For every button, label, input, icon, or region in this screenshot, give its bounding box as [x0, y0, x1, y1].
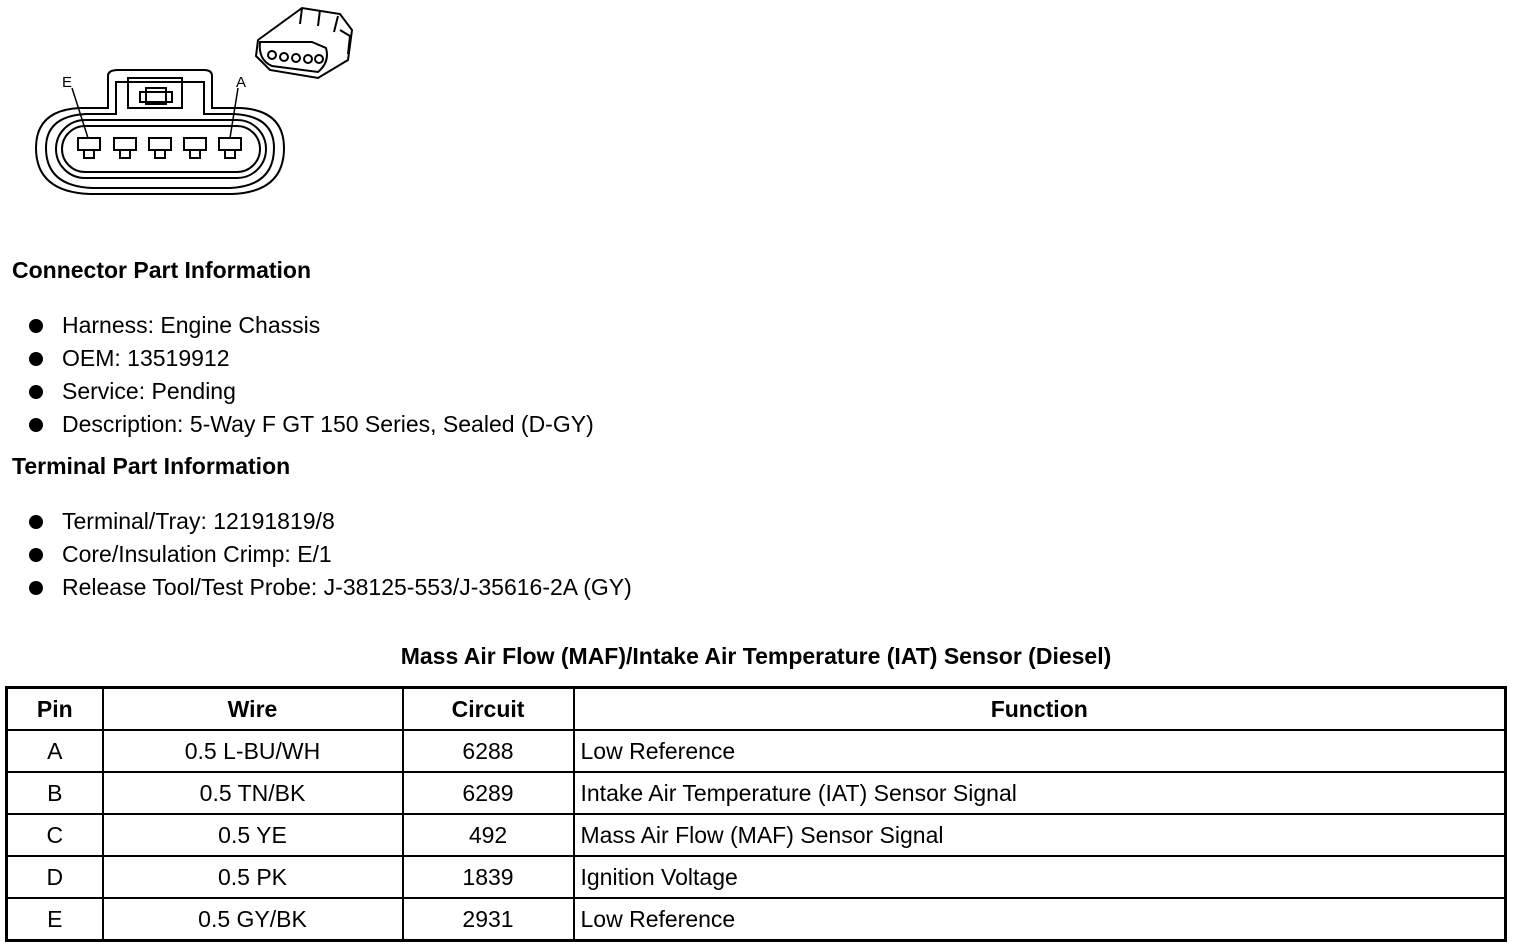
connector-info-heading: Connector Part Information	[12, 257, 312, 283]
cell-function: Low Reference	[574, 730, 1506, 772]
cell-wire: 0.5 YE	[103, 814, 403, 856]
bullet-icon	[29, 515, 43, 529]
table-title: Mass Air Flow (MAF)/Intake Air Temperature (IAT) Sensor (Diesel)	[400, 643, 1112, 669]
connector-face	[36, 70, 284, 194]
list-item: Harness: Engine Chassis	[0, 310, 594, 343]
cell-pin: A	[7, 730, 103, 772]
header-circuit: Circuit	[403, 688, 574, 731]
header-wire: Wire	[103, 688, 403, 731]
connector-3d-view	[256, 8, 352, 78]
bullet-icon	[29, 319, 43, 333]
cell-pin: C	[7, 814, 103, 856]
pin-label-e: E	[62, 74, 73, 91]
cell-pin: E	[7, 898, 103, 941]
table-row	[7, 814, 1506, 856]
header-pin: Pin	[7, 688, 103, 731]
cell-function: Ignition Voltage	[574, 856, 1506, 898]
bullet-icon	[29, 352, 43, 366]
table-row	[7, 898, 1506, 941]
list-item: OEM: 13519912	[0, 343, 594, 376]
connector-pins	[78, 138, 241, 158]
cell-circuit: 1839	[403, 856, 574, 898]
bullet-icon	[29, 385, 43, 399]
cell-pin: D	[7, 856, 103, 898]
list-item: Description: 5-Way F GT 150 Series, Sealed (D-GY)	[0, 409, 594, 442]
bullet-icon	[29, 418, 43, 432]
list-item: Terminal/Tray: 12191819/8	[0, 506, 632, 539]
cell-wire: 0.5 L-BU/WH	[103, 730, 403, 772]
cell-function: Mass Air Flow (MAF) Sensor Signal	[574, 814, 1506, 856]
header-function: Function	[574, 688, 1506, 731]
cell-circuit: 492	[403, 814, 574, 856]
list-item: Service: Pending	[0, 376, 594, 409]
cell-wire: 0.5 PK	[103, 856, 403, 898]
cell-pin: B	[7, 772, 103, 814]
pin-label-a: A	[236, 74, 247, 91]
cell-wire: 0.5 TN/BK	[103, 772, 403, 814]
table-header-row	[7, 688, 1506, 731]
pinout-table	[5, 686, 1507, 942]
cell-wire: 0.5 GY/BK	[103, 898, 403, 941]
connector-face-drawing	[0, 0, 380, 210]
cell-function: Low Reference	[574, 898, 1506, 941]
terminal-info-heading: Terminal Part Information	[12, 453, 291, 479]
connector-info-list	[0, 310, 594, 442]
cell-function: Intake Air Temperature (IAT) Sensor Signal	[574, 772, 1506, 814]
bullet-icon	[29, 581, 43, 595]
terminal-info-list	[0, 506, 632, 605]
cell-circuit: 6288	[403, 730, 574, 772]
cell-circuit: 6289	[403, 772, 574, 814]
table-row	[7, 856, 1506, 898]
table-row	[7, 730, 1506, 772]
list-item: Core/Insulation Crimp: E/1	[0, 539, 632, 572]
table-row	[7, 772, 1506, 814]
cell-circuit: 2931	[403, 898, 574, 941]
bullet-icon	[29, 548, 43, 562]
list-item: Release Tool/Test Probe: J-38125-553/J-35616-2A (GY)	[0, 572, 632, 605]
